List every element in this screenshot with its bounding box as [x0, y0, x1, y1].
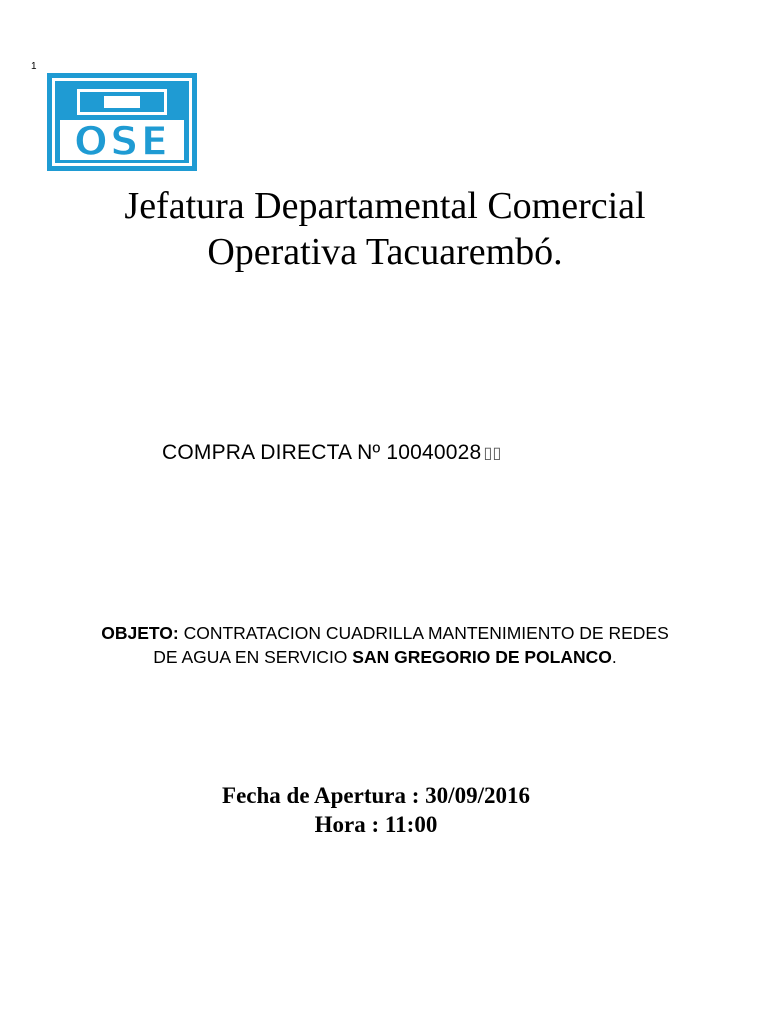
- page-number: 1: [31, 61, 37, 72]
- objeto-location: SAN GREGORIO DE POLANCO: [352, 647, 612, 667]
- title-line-1: Jefatura Departamental Comercial: [124, 185, 646, 227]
- compra-label: COMPRA DIRECTA Nº 10040028: [162, 441, 482, 464]
- objeto-text-1: CONTRATACION CUADRILLA MANTENIMIENTO DE REDES: [178, 623, 669, 643]
- title-line-2: Operativa Tacuarembó.: [207, 231, 563, 273]
- compra-directa: [162, 441, 501, 465]
- objeto-text-2: DE AGUA EN SERVICIO: [153, 647, 353, 667]
- hora-apertura: Hora : 11:00: [314, 812, 438, 837]
- ose-logo-graphic: [47, 73, 197, 171]
- compra-trailing-marks: ▯▯: [483, 445, 502, 462]
- objeto-label: OBJETO:: [101, 623, 179, 643]
- objeto-block: [0, 621, 770, 669]
- fecha-apertura: Fecha de Apertura : 30/09/2016: [222, 783, 530, 808]
- objeto-line-1: [0, 621, 770, 645]
- objeto-line-2: [0, 645, 770, 669]
- apertura-block: [0, 781, 752, 839]
- logo-text: OSE: [73, 119, 171, 165]
- objeto-suffix: .: [611, 647, 617, 667]
- ose-logo: [47, 73, 197, 171]
- page-title: [0, 183, 770, 275]
